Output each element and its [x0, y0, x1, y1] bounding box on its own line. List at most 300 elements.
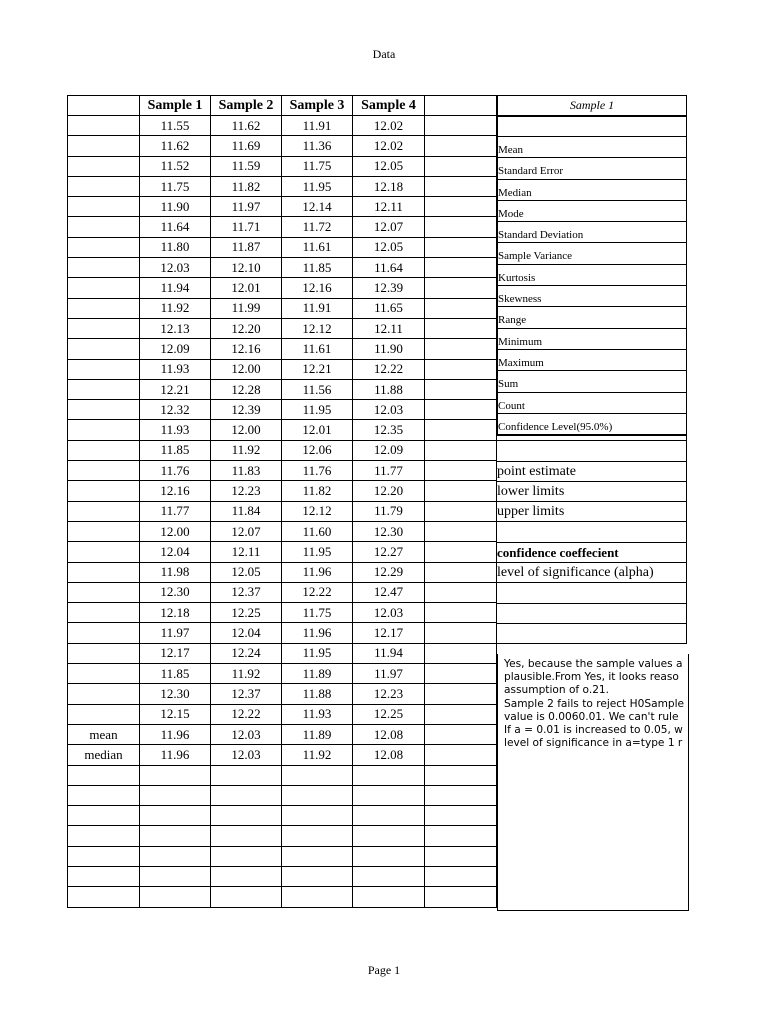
row-label-cell[interactable]	[68, 643, 140, 663]
data-cell[interactable]: 11.92	[140, 298, 211, 318]
empty-cell[interactable]	[140, 785, 211, 805]
summary-label[interactable]: median	[68, 745, 140, 765]
data-cell[interactable]: 12.16	[140, 481, 211, 501]
data-cell[interactable]: 12.16	[211, 339, 282, 359]
row-label-cell[interactable]	[68, 420, 140, 440]
empty-cell[interactable]	[140, 866, 211, 886]
row-label-cell[interactable]	[68, 116, 140, 136]
data-cell[interactable]: 11.90	[140, 197, 211, 217]
data-cell[interactable]: 12.11	[353, 318, 425, 338]
data-table	[67, 95, 497, 908]
table-row	[68, 318, 497, 338]
empty-cell[interactable]	[425, 724, 497, 744]
empty-cell[interactable]	[425, 745, 497, 765]
data-cell[interactable]: 11.62	[140, 136, 211, 156]
data-cell[interactable]: 12.24	[211, 643, 282, 663]
data-cell[interactable]: 11.80	[140, 237, 211, 257]
data-cell[interactable]: 12.00	[140, 521, 211, 541]
estimate-row[interactable]: level of significance (alpha)	[497, 563, 687, 583]
data-cell[interactable]: 12.37	[211, 684, 282, 704]
data-cell[interactable]: 12.03	[353, 603, 425, 623]
data-cell[interactable]: 12.18	[140, 603, 211, 623]
table-row	[68, 664, 497, 684]
notes-line: level of significance in a=type 1 r	[504, 737, 683, 750]
summary-cell[interactable]: 11.89	[282, 724, 353, 744]
data-cell[interactable]: 11.92	[211, 664, 282, 684]
empty-cell[interactable]	[425, 684, 497, 704]
data-cell[interactable]: 11.93	[140, 420, 211, 440]
table-row	[68, 116, 497, 136]
empty-cell[interactable]	[211, 866, 282, 886]
table-row	[68, 420, 497, 440]
data-cell[interactable]: 12.13	[140, 318, 211, 338]
empty-cell[interactable]	[425, 278, 497, 298]
table-row	[68, 298, 497, 318]
table-row	[68, 197, 497, 217]
summary-cell[interactable]: 12.08	[353, 724, 425, 744]
row-label-cell[interactable]	[68, 664, 140, 684]
data-cell[interactable]: 11.64	[140, 217, 211, 237]
data-cell[interactable]: 11.88	[353, 379, 425, 399]
table-row	[68, 481, 497, 501]
empty-cell[interactable]	[425, 339, 497, 359]
data-cell[interactable]: 11.60	[282, 521, 353, 541]
empty-cell[interactable]	[140, 806, 211, 826]
data-cell[interactable]: 12.22	[282, 582, 353, 602]
row-label-cell[interactable]	[68, 359, 140, 379]
empty-cell[interactable]	[425, 866, 497, 886]
data-cell[interactable]: 12.00	[211, 359, 282, 379]
row-label-cell[interactable]	[68, 501, 140, 521]
empty-cell[interactable]	[425, 704, 497, 724]
empty-cell[interactable]	[425, 664, 497, 684]
data-cell[interactable]: 11.85	[140, 440, 211, 460]
data-cell[interactable]: 12.01	[211, 278, 282, 298]
row-label-cell[interactable]	[68, 237, 140, 257]
data-cell[interactable]: 11.85	[282, 258, 353, 278]
data-cell[interactable]: 12.22	[353, 359, 425, 379]
table-row	[68, 603, 497, 623]
data-cell[interactable]: 11.76	[282, 461, 353, 481]
data-cell[interactable]: 12.23	[211, 481, 282, 501]
notes-line: Yes, because the sample values a	[504, 658, 683, 670]
empty-cell[interactable]	[425, 379, 497, 399]
row-label-cell[interactable]	[68, 582, 140, 602]
data-cell[interactable]: 11.94	[353, 643, 425, 663]
data-cell[interactable]: 12.15	[140, 704, 211, 724]
row-label-cell[interactable]	[68, 704, 140, 724]
data-cell[interactable]: 11.56	[282, 379, 353, 399]
data-cell[interactable]: 11.69	[211, 136, 282, 156]
data-cell[interactable]: 12.05	[211, 562, 282, 582]
row-label-cell[interactable]	[68, 318, 140, 338]
table-row	[68, 359, 497, 379]
data-cell[interactable]: 12.12	[282, 318, 353, 338]
estimate-row[interactable]	[497, 421, 687, 441]
summary-cell[interactable]: 12.03	[211, 724, 282, 744]
data-cell[interactable]: 12.30	[140, 582, 211, 602]
data-cell[interactable]: 11.95	[282, 643, 353, 663]
data-cell[interactable]: 12.05	[353, 156, 425, 176]
empty-cell[interactable]	[425, 461, 497, 481]
table-row	[68, 461, 497, 481]
empty-cell[interactable]	[211, 806, 282, 826]
estimates-panel	[497, 421, 687, 644]
empty-cell[interactable]	[68, 887, 140, 907]
data-cell[interactable]: 11.62	[211, 116, 282, 136]
stat-label[interactable]: Skewness	[498, 285, 686, 306]
empty-cell[interactable]	[282, 846, 353, 866]
table-row	[68, 643, 497, 663]
row-label-cell[interactable]	[68, 684, 140, 704]
row-label-cell[interactable]	[68, 339, 140, 359]
table-row	[68, 704, 497, 724]
empty-cell[interactable]	[425, 826, 497, 846]
empty-cell[interactable]	[425, 237, 497, 257]
column-header[interactable]: Sample 1	[140, 96, 211, 116]
data-cell[interactable]: 11.92	[211, 440, 282, 460]
data-cell[interactable]: 12.16	[282, 278, 353, 298]
data-cell[interactable]: 11.87	[211, 237, 282, 257]
data-cell[interactable]: 12.02	[353, 116, 425, 136]
data-cell[interactable]: 11.93	[140, 359, 211, 379]
data-cell[interactable]: 11.75	[282, 603, 353, 623]
data-cell[interactable]: 11.36	[282, 136, 353, 156]
data-cell[interactable]: 12.30	[353, 521, 425, 541]
empty-cell[interactable]	[68, 785, 140, 805]
data-cell[interactable]: 12.09	[353, 440, 425, 460]
stat-label[interactable]: Range	[498, 306, 686, 327]
summary-cell[interactable]: 11.92	[282, 745, 353, 765]
data-cell[interactable]: 12.17	[353, 623, 425, 643]
summary-row-median	[68, 745, 497, 765]
data-cell[interactable]: 11.72	[282, 217, 353, 237]
empty-cell[interactable]	[425, 136, 497, 156]
data-cell[interactable]: 11.99	[211, 298, 282, 318]
notes-line: value is 0.0060.01. We can't rule	[504, 710, 679, 723]
data-cell[interactable]: 12.20	[211, 318, 282, 338]
column-header[interactable]: Sample 2	[211, 96, 282, 116]
empty-cell[interactable]	[211, 785, 282, 805]
row-label-cell[interactable]	[68, 440, 140, 460]
data-cell[interactable]: 11.77	[353, 461, 425, 481]
empty-cell[interactable]	[68, 826, 140, 846]
row-label-cell[interactable]	[68, 603, 140, 623]
empty-cell[interactable]	[425, 400, 497, 420]
data-cell[interactable]: 12.00	[211, 420, 282, 440]
data-cell[interactable]: 12.10	[211, 258, 282, 278]
data-cell[interactable]: 12.27	[353, 542, 425, 562]
empty-cell[interactable]	[425, 176, 497, 196]
row-label-cell[interactable]	[68, 136, 140, 156]
empty-row	[68, 806, 497, 826]
empty-cell[interactable]	[282, 765, 353, 785]
data-cell[interactable]: 12.09	[140, 339, 211, 359]
stat-label[interactable]: Sample Variance	[498, 242, 686, 263]
empty-cell[interactable]	[425, 806, 497, 826]
data-cell[interactable]: 12.21	[282, 359, 353, 379]
empty-cell[interactable]	[353, 826, 425, 846]
notes-textbox[interactable]	[497, 654, 689, 911]
stat-label[interactable]: Confidence Level(95.0%)	[498, 413, 686, 434]
row-label-cell[interactable]	[68, 461, 140, 481]
data-cell[interactable]: 11.82	[282, 481, 353, 501]
summary-cell[interactable]: 12.03	[211, 745, 282, 765]
summary-cell[interactable]: 11.96	[140, 724, 211, 744]
data-cell[interactable]: 11.59	[211, 156, 282, 176]
table-row	[68, 521, 497, 541]
empty-row	[68, 887, 497, 907]
data-cell[interactable]: 11.79	[353, 501, 425, 521]
data-cell[interactable]: 11.97	[140, 623, 211, 643]
empty-cell[interactable]	[425, 582, 497, 602]
empty-cell[interactable]	[425, 846, 497, 866]
empty-cell[interactable]	[425, 481, 497, 501]
empty-cell[interactable]	[68, 866, 140, 886]
empty-cell[interactable]	[425, 887, 497, 907]
table-row	[68, 562, 497, 582]
data-cell[interactable]: 12.25	[211, 603, 282, 623]
stat-label[interactable]: Minimum	[498, 328, 686, 349]
stat-label[interactable]: Kurtosis	[498, 264, 686, 285]
data-cell[interactable]: 12.11	[353, 197, 425, 217]
estimate-row[interactable]	[497, 522, 687, 542]
data-cell[interactable]: 12.04	[140, 542, 211, 562]
data-cell[interactable]: 11.89	[282, 664, 353, 684]
empty-cell[interactable]	[282, 785, 353, 805]
data-cell[interactable]: 12.25	[353, 704, 425, 724]
data-cell[interactable]: 11.77	[140, 501, 211, 521]
data-cell[interactable]: 12.02	[353, 136, 425, 156]
empty-cell[interactable]	[425, 298, 497, 318]
summary-label[interactable]: mean	[68, 724, 140, 744]
data-cell[interactable]: 11.96	[282, 562, 353, 582]
data-cell[interactable]: 12.07	[211, 521, 282, 541]
estimate-row[interactable]	[497, 583, 687, 603]
row-label-cell[interactable]	[68, 379, 140, 399]
data-cell[interactable]: 11.52	[140, 156, 211, 176]
estimate-row[interactable]: point estimate	[497, 462, 687, 482]
data-cell[interactable]: 11.90	[353, 339, 425, 359]
stat-label[interactable]: Median	[498, 179, 686, 200]
data-cell[interactable]: 11.88	[282, 684, 353, 704]
summary-row-mean	[68, 724, 497, 744]
empty-cell[interactable]	[68, 806, 140, 826]
empty-cell[interactable]	[353, 765, 425, 785]
table-row	[68, 623, 497, 643]
data-cell[interactable]: 12.39	[353, 278, 425, 298]
data-cell[interactable]: 11.82	[211, 176, 282, 196]
empty-cell[interactable]	[68, 765, 140, 785]
empty-cell[interactable]	[353, 785, 425, 805]
row-label-cell[interactable]	[68, 156, 140, 176]
data-cell[interactable]: 11.91	[282, 298, 353, 318]
empty-cell[interactable]	[211, 765, 282, 785]
data-cell[interactable]: 11.61	[282, 339, 353, 359]
empty-cell[interactable]	[68, 846, 140, 866]
stat-label[interactable]: Maximum	[498, 349, 686, 370]
data-cell[interactable]: 11.64	[353, 258, 425, 278]
empty-cell[interactable]	[425, 562, 497, 582]
empty-cell[interactable]	[425, 501, 497, 521]
notes-line: Sample 2 fails to reject H0Sample	[504, 697, 685, 710]
data-cell[interactable]: 12.07	[353, 217, 425, 237]
empty-cell[interactable]	[425, 217, 497, 237]
data-cell[interactable]: 11.98	[140, 562, 211, 582]
table-row	[68, 339, 497, 359]
row-label-cell[interactable]	[68, 176, 140, 196]
data-cell[interactable]: 12.32	[140, 400, 211, 420]
row-label-cell[interactable]	[68, 278, 140, 298]
data-cell[interactable]: 11.95	[282, 176, 353, 196]
data-cell[interactable]: 12.30	[140, 684, 211, 704]
empty-cell[interactable]	[425, 785, 497, 805]
empty-cell[interactable]	[353, 806, 425, 826]
empty-cell[interactable]	[425, 420, 497, 440]
data-cell[interactable]: 11.97	[211, 197, 282, 217]
table-row	[68, 278, 497, 298]
empty-row	[68, 866, 497, 886]
empty-cell[interactable]	[425, 542, 497, 562]
stat-label[interactable]: Sum	[498, 370, 686, 391]
row-label-cell[interactable]	[68, 197, 140, 217]
data-cell[interactable]: 11.61	[282, 237, 353, 257]
empty-cell[interactable]	[140, 846, 211, 866]
column-header[interactable]: Sample 4	[353, 96, 425, 116]
data-cell[interactable]: 11.96	[282, 623, 353, 643]
data-cell[interactable]: 11.75	[140, 176, 211, 196]
estimate-row[interactable]: lower limits	[497, 482, 687, 502]
data-cell[interactable]: 12.23	[353, 684, 425, 704]
data-cell[interactable]: 11.85	[140, 664, 211, 684]
empty-cell[interactable]	[282, 806, 353, 826]
empty-row	[68, 846, 497, 866]
empty-cell[interactable]	[425, 623, 497, 643]
empty-cell[interactable]	[425, 116, 497, 136]
row-label-cell[interactable]	[68, 217, 140, 237]
data-cell[interactable]: 11.97	[353, 664, 425, 684]
empty-cell[interactable]	[282, 866, 353, 886]
data-cell[interactable]: 11.75	[282, 156, 353, 176]
data-cell[interactable]: 11.83	[211, 461, 282, 481]
data-cell[interactable]: 11.76	[140, 461, 211, 481]
data-cell[interactable]: 11.84	[211, 501, 282, 521]
empty-cell[interactable]	[140, 887, 211, 907]
data-cell[interactable]: 12.20	[353, 481, 425, 501]
data-cell[interactable]: 12.37	[211, 582, 282, 602]
empty-cell[interactable]	[425, 603, 497, 623]
stat-label[interactable]: Mode	[498, 200, 686, 221]
data-cell[interactable]: 11.93	[282, 704, 353, 724]
stat-label[interactable]: Standard Deviation	[498, 221, 686, 242]
estimate-row[interactable]	[497, 441, 687, 461]
data-cell[interactable]: 12.03	[353, 400, 425, 420]
data-cell[interactable]: 12.18	[353, 176, 425, 196]
empty-cell[interactable]	[140, 826, 211, 846]
data-cell[interactable]: 11.94	[140, 278, 211, 298]
data-cell[interactable]: 11.95	[282, 400, 353, 420]
data-cell[interactable]: 12.35	[353, 420, 425, 440]
empty-cell[interactable]	[425, 765, 497, 785]
empty-cell[interactable]	[425, 197, 497, 217]
estimate-row[interactable]: confidence coeffecient	[497, 543, 687, 563]
empty-cell[interactable]	[211, 887, 282, 907]
estimate-row[interactable]	[497, 624, 687, 644]
empty-cell[interactable]	[353, 887, 425, 907]
table-row	[68, 237, 497, 257]
data-cell[interactable]: 12.12	[282, 501, 353, 521]
empty-cell[interactable]	[353, 846, 425, 866]
column-header[interactable]	[68, 96, 140, 116]
estimate-row[interactable]	[497, 604, 687, 624]
empty-cell[interactable]	[211, 846, 282, 866]
data-cell[interactable]: 12.21	[140, 379, 211, 399]
row-label-cell[interactable]	[68, 258, 140, 278]
data-cell[interactable]: 11.95	[282, 542, 353, 562]
empty-cell[interactable]	[282, 826, 353, 846]
data-cell[interactable]: 12.03	[140, 258, 211, 278]
empty-cell[interactable]	[211, 826, 282, 846]
data-cell[interactable]: 11.55	[140, 116, 211, 136]
data-cell[interactable]: 12.11	[211, 542, 282, 562]
stat-label[interactable]: Standard Error	[498, 157, 686, 178]
data-cell[interactable]: 11.65	[353, 298, 425, 318]
data-cell[interactable]: 11.91	[282, 116, 353, 136]
row-label-cell[interactable]	[68, 623, 140, 643]
row-label-cell[interactable]	[68, 298, 140, 318]
column-header[interactable]	[425, 96, 497, 116]
row-label-cell[interactable]	[68, 562, 140, 582]
empty-cell[interactable]	[353, 866, 425, 886]
empty-cell[interactable]	[282, 887, 353, 907]
empty-cell[interactable]	[425, 521, 497, 541]
data-cell[interactable]: 12.04	[211, 623, 282, 643]
empty-row	[68, 765, 497, 785]
empty-cell[interactable]	[425, 156, 497, 176]
row-label-cell[interactable]	[68, 542, 140, 562]
data-cell[interactable]: 12.47	[353, 582, 425, 602]
data-cell[interactable]: 12.05	[353, 237, 425, 257]
data-cell[interactable]: 12.06	[282, 440, 353, 460]
empty-cell[interactable]	[425, 643, 497, 663]
page-footer: Page 1	[367, 963, 401, 977]
row-label-cell[interactable]	[68, 521, 140, 541]
data-cell[interactable]: 12.22	[211, 704, 282, 724]
table-row	[68, 176, 497, 196]
empty-cell[interactable]	[425, 359, 497, 379]
column-header[interactable]: Sample 3	[282, 96, 353, 116]
descriptive-stats-panel	[497, 95, 687, 436]
data-cell[interactable]: 12.28	[211, 379, 282, 399]
empty-cell[interactable]	[425, 258, 497, 278]
stat-label[interactable]: Count	[498, 392, 686, 413]
stat-label[interactable]: Mean	[498, 136, 686, 157]
data-cell[interactable]: 12.29	[353, 562, 425, 582]
estimate-row[interactable]: upper limits	[497, 502, 687, 522]
empty-cell[interactable]	[425, 318, 497, 338]
data-cell[interactable]: 12.17	[140, 643, 211, 663]
empty-cell[interactable]	[140, 765, 211, 785]
row-label-cell[interactable]	[68, 400, 140, 420]
data-cell[interactable]: 12.14	[282, 197, 353, 217]
data-cell[interactable]: 12.39	[211, 400, 282, 420]
data-cell[interactable]: 12.01	[282, 420, 353, 440]
data-cell[interactable]: 11.71	[211, 217, 282, 237]
empty-cell[interactable]	[425, 440, 497, 460]
summary-cell[interactable]: 12.08	[353, 745, 425, 765]
row-label-cell[interactable]	[68, 481, 140, 501]
summary-cell[interactable]: 11.96	[140, 745, 211, 765]
